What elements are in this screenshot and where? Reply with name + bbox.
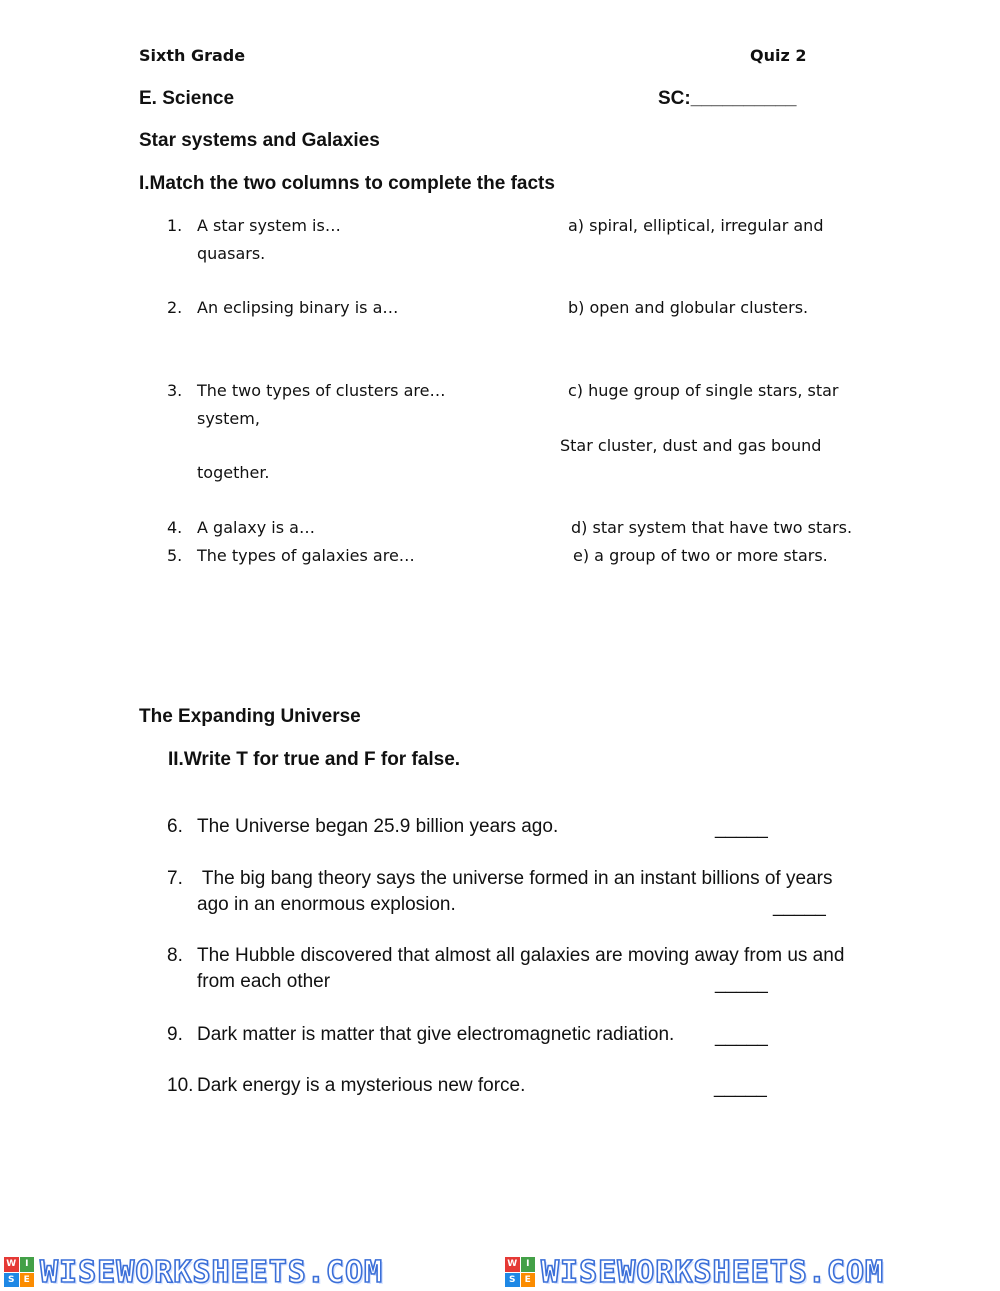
match-item-left: An eclipsing binary is a…	[197, 298, 399, 317]
subject-title: E. Science	[139, 88, 235, 109]
answer-blank[interactable]: _____	[715, 973, 768, 994]
brand-logo-icon: W I S E	[4, 1257, 34, 1287]
topic-title: Star systems and Galaxies	[139, 130, 380, 151]
tf-item-number: 10.	[167, 1075, 194, 1096]
tf-item-text: Dark energy is a mysterious new force.	[197, 1075, 526, 1096]
answer-blank[interactable]: _____	[715, 818, 768, 839]
brand-logo-icon: W I S E	[505, 1257, 535, 1287]
match-item-number: 4.	[167, 518, 183, 537]
section2-topic: The Expanding Universe	[139, 706, 361, 727]
tf-item-text-continued: ago in an enormous explosion.	[197, 894, 456, 915]
match-item-right: b) open and globular clusters.	[568, 298, 809, 317]
match-item-left: The types of galaxies are…	[197, 546, 415, 565]
match-item-left: A star system is…	[197, 216, 341, 235]
tf-item-number: 9.	[167, 1024, 183, 1045]
tf-item-text: The Hubble discovered that almost all galaxies are moving away from us and	[197, 945, 845, 966]
match-item-left-continued: together.	[197, 463, 270, 482]
tf-item-number: 7.	[167, 868, 183, 889]
answer-blank[interactable]: _____	[714, 1077, 767, 1098]
tf-item-number: 8.	[167, 945, 183, 966]
match-item-right: d) star system that have two stars.	[571, 518, 853, 537]
tf-item-text: The Universe began 25.9 billion years ago.	[197, 816, 559, 837]
tf-item-text: The big bang theory says the universe formed in an instant billions of years	[197, 868, 833, 889]
quiz-label: Quiz 2	[750, 46, 807, 65]
tf-item-text: Dark matter is matter that give electromagnetic radiation.	[197, 1024, 675, 1045]
match-item-left: A galaxy is a…	[197, 518, 315, 537]
match-item-right: a) spiral, elliptical, irregular and	[568, 216, 824, 235]
answer-blank[interactable]: _____	[773, 896, 826, 917]
section2-title: II.Write T for true and F for false.	[168, 749, 461, 770]
match-item-right: e) a group of two or more stars.	[573, 546, 828, 565]
match-item-right-continued: Star cluster, dust and gas bound	[560, 436, 822, 455]
match-item-number: 5.	[167, 546, 183, 565]
footer-watermark	[0, 1252, 1000, 1291]
match-item-right: c) huge group of single stars, star	[568, 381, 839, 400]
brand-wordmark: WISEWORKSHEETS.COM	[541, 1254, 885, 1290]
answer-blank[interactable]: _____	[715, 1026, 768, 1047]
section1-title: I.Match the two columns to complete the facts	[139, 173, 555, 194]
score-field[interactable]: SC:__________	[658, 88, 797, 109]
tf-item-number: 6.	[167, 816, 183, 837]
match-item-left-continued: quasars.	[197, 244, 266, 263]
match-item-left-continued: system,	[197, 409, 260, 428]
brand-logo-group	[4, 1255, 383, 1289]
match-item-number: 2.	[167, 298, 183, 317]
brand-wordmark: WISEWORKSHEETS.COM	[40, 1254, 384, 1290]
match-item-number: 3.	[167, 381, 183, 400]
match-item-left: The two types of clusters are…	[197, 381, 446, 400]
brand-logo-group	[505, 1255, 884, 1289]
match-item-number: 1.	[167, 216, 183, 235]
grade-label: Sixth Grade	[139, 46, 246, 65]
tf-item-text-continued: from each other	[197, 971, 331, 992]
